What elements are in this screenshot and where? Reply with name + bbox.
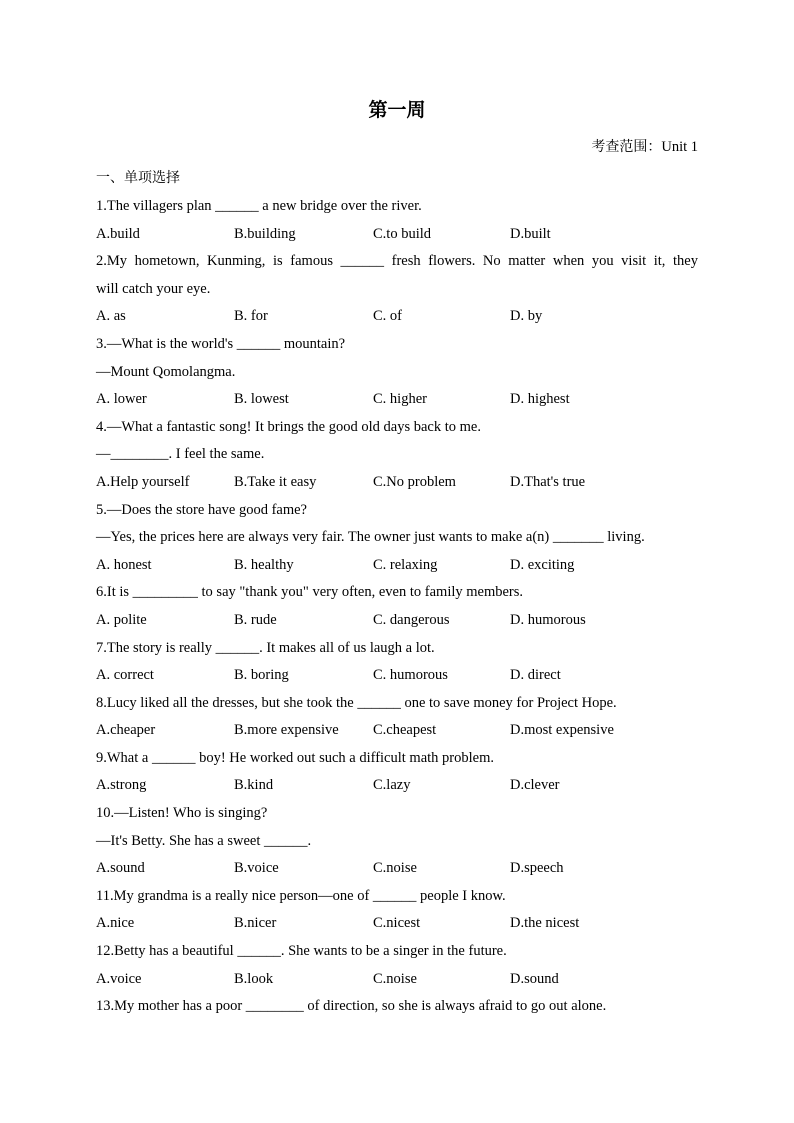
option-b: B.look: [234, 970, 274, 987]
option-b: B. for: [234, 308, 268, 325]
option-c: C.lazy: [373, 777, 411, 794]
options-row: [96, 855, 698, 883]
option-b: B.kind: [234, 777, 274, 794]
option-a: A. as: [96, 308, 126, 325]
options-row: [96, 772, 698, 800]
options-row: [96, 386, 698, 414]
option-d: D.sound: [510, 970, 559, 987]
option-c: C. relaxing: [373, 556, 438, 573]
option-a: A.strong: [96, 777, 147, 794]
options-row: [96, 607, 698, 635]
option-a: A.build: [96, 225, 140, 242]
question-stem: 2.My hometown, Kunming, is famous ______ fresh flowers. No matter when you visit it, they: [96, 253, 698, 270]
option-b: B.Take it easy: [234, 473, 317, 490]
option-b: B.more expensive: [234, 722, 339, 739]
option-d: D. exciting: [510, 556, 575, 573]
option-c: C.noise: [373, 860, 417, 877]
option-d: D. direct: [510, 667, 561, 684]
question-stem: 8.Lucy liked all the dresses, but she took the ______ one to save money for Project Hope.: [96, 694, 617, 711]
option-b: B. rude: [234, 611, 277, 628]
option-a: A.voice: [96, 970, 142, 987]
scope-line: [591, 136, 698, 156]
option-c: C.nicest: [373, 915, 421, 932]
question-stem: 12.Betty has a beautiful ______. She wants to be a singer in the future.: [96, 943, 507, 960]
option-a: A. correct: [96, 667, 154, 684]
options-row: [96, 662, 698, 690]
option-c: C. humorous: [373, 667, 448, 684]
option-d: D.most expensive: [510, 722, 614, 739]
section-title: 一、单项选择: [96, 170, 180, 186]
option-c: C. of: [373, 308, 402, 325]
question-stem: 3.—What is the world's ______ mountain?: [96, 335, 346, 352]
options-row: [96, 552, 698, 580]
option-d: D. by: [510, 308, 543, 325]
question-stem: 6.It is _________ to say "thank you" very often, even to family members.: [96, 584, 524, 601]
question-stem: 1.The villagers plan ______ a new bridge over the river.: [96, 198, 422, 214]
option-a: A.Help yourself: [96, 473, 190, 490]
option-a: A.nice: [96, 915, 135, 932]
option-b: B.building: [234, 225, 296, 242]
options-row: [96, 303, 698, 331]
option-b: B. healthy: [234, 556, 294, 573]
options-row: [96, 910, 698, 938]
options-row: [96, 469, 698, 497]
scope-value: Unit 1: [661, 139, 698, 155]
option-d: D.the nicest: [510, 915, 580, 932]
option-a: A. lower: [96, 391, 147, 408]
option-a: A. honest: [96, 556, 152, 573]
question-stem: 13.My mother has a poor ________ of direction, so she is always afraid to go out alone.: [96, 998, 607, 1015]
question-stem: 11.My grandma is a really nice person—one of ______ people I know.: [96, 887, 506, 904]
option-d: D. humorous: [510, 611, 586, 628]
option-b: B. boring: [234, 667, 289, 684]
option-c: C. higher: [373, 391, 427, 408]
question-answer-line: —________. I feel the same.: [96, 446, 265, 463]
option-c: C.noise: [373, 970, 417, 987]
question-stem-continued: will catch your eye.: [96, 280, 211, 297]
options-row: [96, 221, 698, 249]
option-d: D.built: [510, 225, 551, 242]
option-a: A. polite: [96, 611, 147, 628]
option-a: A.sound: [96, 860, 145, 877]
scope-label: 考查范围：: [591, 139, 662, 155]
option-b: B.voice: [234, 860, 279, 877]
question-stem: 9.What a ______ boy! He worked out such a difficult math problem.: [96, 749, 494, 766]
option-d: D.clever: [510, 777, 560, 794]
option-d: D.speech: [510, 860, 564, 877]
options-row: [96, 966, 698, 994]
option-a: A.cheaper: [96, 722, 156, 739]
question-answer-line: —It's Betty. She has a sweet ______.: [96, 832, 312, 849]
option-c: C.No problem: [373, 473, 456, 490]
question-stem: 7.The story is really ______. It makes all of us laugh a lot.: [96, 639, 435, 656]
option-c: C.to build: [373, 225, 432, 242]
option-c: C. dangerous: [373, 611, 450, 628]
option-c: C.cheapest: [373, 722, 437, 739]
option-b: B.nicer: [234, 915, 277, 932]
question-answer-line: —Yes, the prices here are always very fair. The owner just wants to make a(n) _______ living.: [96, 529, 645, 546]
question-stem: 4.—What a fantastic song! It brings the good old days back to me.: [96, 418, 481, 435]
options-row: [96, 717, 698, 745]
option-d: D. highest: [510, 391, 570, 408]
question-answer-line: —Mount Qomolangma.: [96, 363, 236, 380]
question-list: [96, 193, 698, 1021]
option-d: D.That's true: [510, 473, 586, 490]
page-title: 第一周: [368, 99, 426, 121]
option-b: B. lowest: [234, 391, 289, 408]
question-stem: 5.—Does the store have good fame?: [96, 501, 307, 518]
question-stem: 10.—Listen! Who is singing?: [96, 805, 268, 822]
